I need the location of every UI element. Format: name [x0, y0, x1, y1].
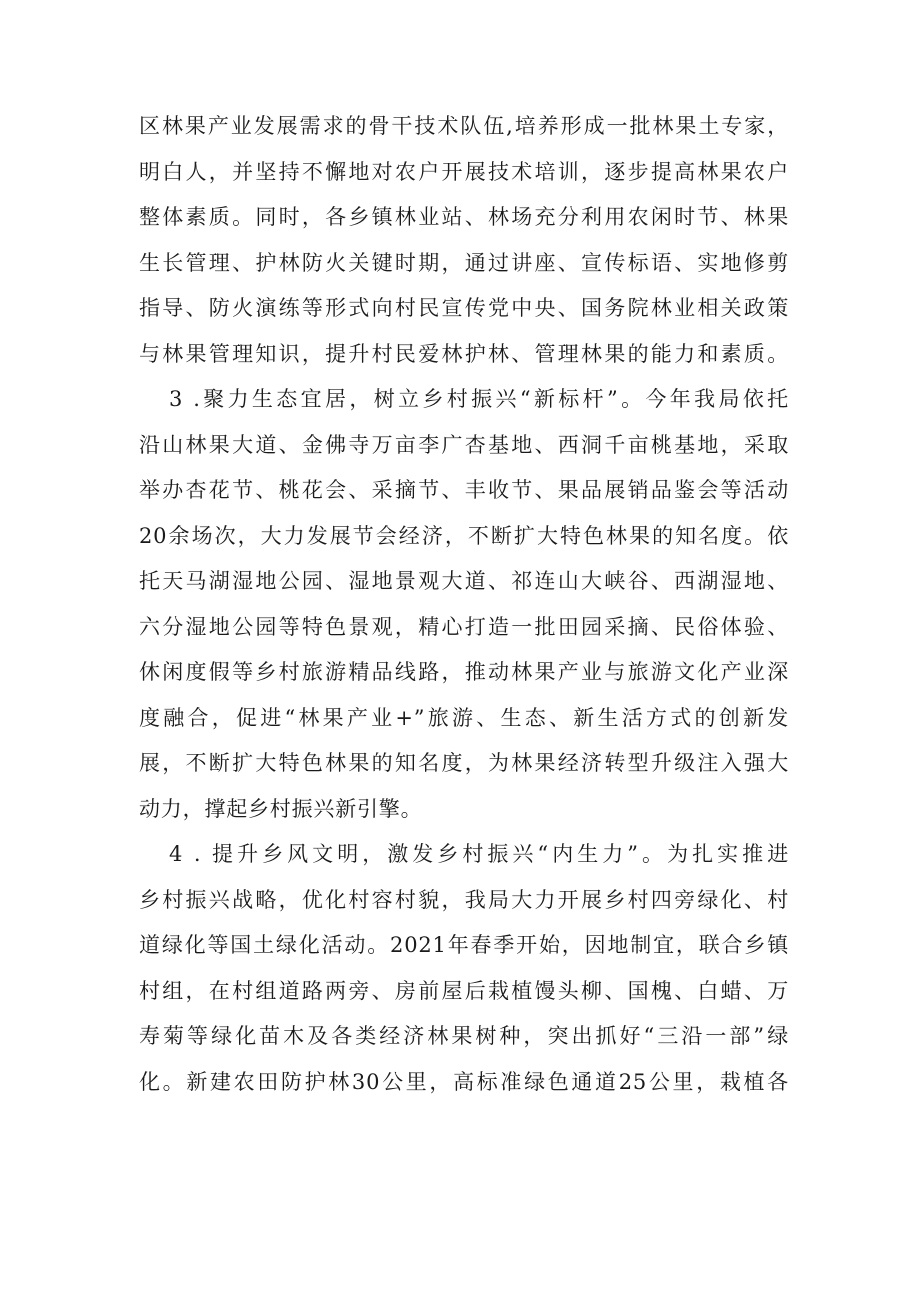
text-line: 沿山林果大道、金佛寺万亩李广杏基地、西洞千亩桃基地，采取 — [139, 432, 789, 457]
text-line: 化。新建农田防护林30公里，高标准绿色通道25公里，栽植各 — [139, 1069, 789, 1094]
paragraph-2 — [139, 377, 789, 832]
text-line: 寿菊等绿化苗木及各类经济林果树种，突出抓好“三沿一部”绿 — [139, 1024, 789, 1048]
text-line: 道绿化等国土绿化活动。2021年春季开始，因地制宜，联合乡镇 — [139, 933, 789, 957]
text-line: 3 .聚力生态宜居，树立乡村振兴“新标杆”。今年我局依托 — [169, 387, 789, 411]
paragraph-3 — [139, 832, 789, 1105]
text-line: 区林果产业发展需求的骨干技术队伍,培养形成一批林果土专家， — [139, 114, 789, 138]
text-line: 村组，在村组道路两旁、房前屋后栽植馒头柳、国槐、白蜡、万 — [139, 978, 789, 1003]
text-line: 休闲度假等乡村旅游精品线路，推动林果产业与旅游文化产业深 — [139, 660, 789, 684]
text-line: 乡村振兴战略，优化村容村貌，我局大力开展乡村四旁绿化、村 — [139, 887, 789, 912]
text-line: 指导、防火演练等形式向村民宣传党中央、国务院林业相关政策 — [139, 296, 789, 320]
text-line: 六分湿地公园等特色景观，精心打造一批田园采摘、民俗体验、 — [139, 614, 789, 639]
text-line: 举办杏花节、桃花会、采摘节、丰收节、果品展销品鉴会等活动 — [139, 478, 789, 502]
body-text — [139, 104, 789, 1105]
text-line: 明白人，并坚持不懈地对农户开展技术培训，逐步提高林果农户 — [139, 159, 789, 184]
text-line: 动力，撑起乡村振兴新引擎。 — [139, 796, 423, 821]
text-line: 托天马湖湿地公园、湿地景观大道、祁连山大峡谷、西湖湿地、 — [139, 569, 789, 593]
text-line: 度融合，促进“林果产业+”旅游、生态、新生活方式的创新发 — [139, 705, 789, 730]
text-line: 4 . 提升乡风文明，激发乡村振兴“内生力”。为扎实推进 — [169, 842, 789, 866]
text-line: 生长管理、护林防火关键时期，通过讲座、宣传标语、实地修剪 — [139, 250, 789, 275]
text-line: 20余场次，大力发展节会经济，不断扩大特色林果的知名度。依 — [139, 523, 789, 548]
paragraph-1 — [139, 104, 789, 377]
text-line: 与林果管理知识，提升村民爱林护林、管理林果的能力和素质。 — [139, 341, 789, 366]
text-line: 整体素质。同时，各乡镇林业站、林场充分利用农闲时节、林果 — [139, 205, 789, 229]
text-line: 展，不断扩大特色林果的知名度，为林果经济转型升级注入强大 — [139, 751, 789, 775]
